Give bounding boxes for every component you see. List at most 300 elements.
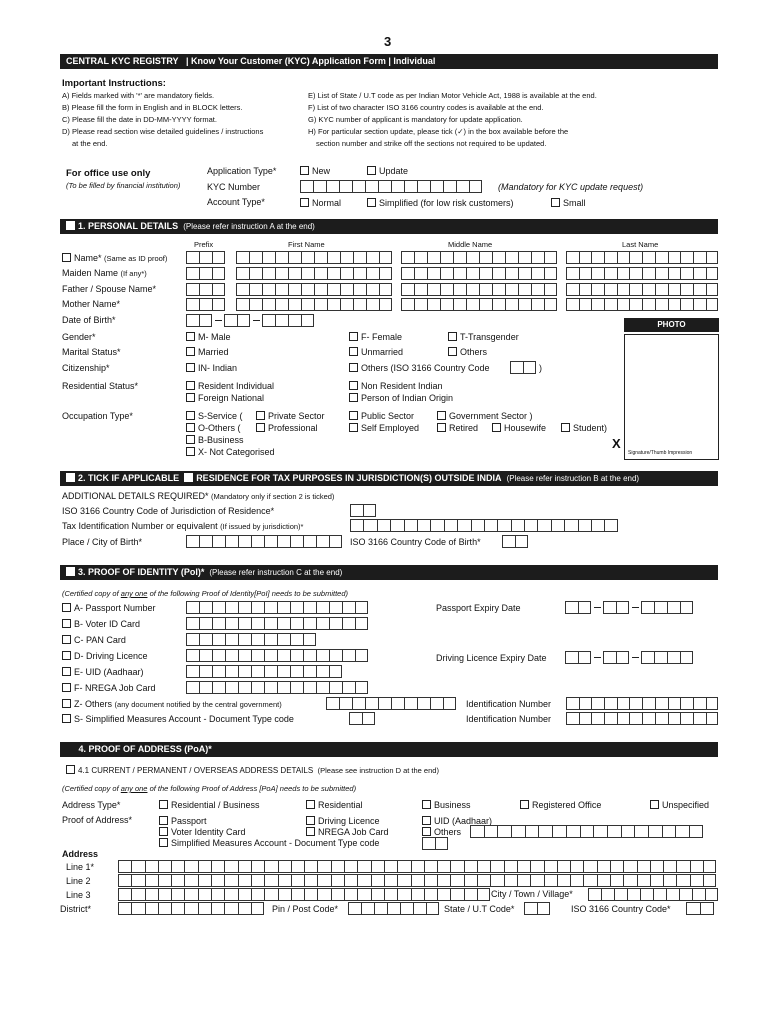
photo-header: PHOTO xyxy=(624,318,719,332)
addr-registered[interactable] xyxy=(520,800,601,810)
checkbox[interactable] xyxy=(448,347,457,356)
iso-birth-boxes[interactable] xyxy=(502,535,528,548)
section4-bar xyxy=(60,742,718,757)
checkbox[interactable] xyxy=(300,166,309,175)
small-label: Small xyxy=(563,198,586,208)
occ-retired[interactable] xyxy=(437,423,478,433)
gender-male[interactable] xyxy=(186,332,231,342)
checkbox[interactable] xyxy=(650,800,659,809)
self-employed-text: Self Employed xyxy=(361,423,420,433)
pan-boxes[interactable] xyxy=(186,633,316,646)
registry-title: CENTRAL KYC REGISTRY xyxy=(66,56,179,66)
additional-text: ADDITIONAL DETAILS REQUIRED* xyxy=(62,491,209,501)
poi-voter[interactable] xyxy=(62,619,140,629)
first-name-boxes[interactable] xyxy=(236,283,392,296)
section3-checkbox[interactable] xyxy=(66,567,75,576)
citizenship-label: Citizenship* xyxy=(62,363,110,373)
nrega-text: F- NREGA Job Card xyxy=(74,683,156,693)
instruction-h: H) For particular section update, please tick (✓) in the box available before the xyxy=(308,127,569,136)
first-name-boxes[interactable] xyxy=(236,267,392,280)
additional-details xyxy=(62,491,334,501)
app-type-new[interactable] xyxy=(300,166,330,176)
res-foreign[interactable] xyxy=(186,393,264,403)
indian-text: IN- Indian xyxy=(198,363,238,373)
occ-not-categorised[interactable] xyxy=(186,447,275,457)
occupation-label: Occupation Type* xyxy=(62,411,133,421)
poi-uid[interactable] xyxy=(62,667,144,677)
current-text: 4.1 CURRENT / PERMANENT / OVERSEAS ADDRESS DETAILS xyxy=(78,766,314,775)
checkbox[interactable] xyxy=(437,423,446,432)
unmarried-text: Unmarried xyxy=(361,347,404,357)
retired-text: Retired xyxy=(449,423,479,433)
form-header-bar xyxy=(60,54,718,69)
married-text: Married xyxy=(198,347,229,357)
section1-title: 1. PERSONAL DETAILS xyxy=(78,221,179,231)
dl-expiry-dd[interactable] xyxy=(565,651,591,664)
unspecified-text: Unspecified xyxy=(662,800,710,810)
address-heading: Address xyxy=(62,849,99,859)
certified-b: of the following Proof of Address [PoA] needs to be submitted) xyxy=(147,784,357,793)
marital-unmarried[interactable] xyxy=(349,347,403,357)
iso-country-label: ISO 3166 Country Code* xyxy=(571,904,671,914)
passport-expiry-mm[interactable] xyxy=(603,601,629,614)
pin-boxes[interactable] xyxy=(348,902,439,915)
tin-boxes[interactable] xyxy=(350,519,618,532)
poa-others-boxes[interactable] xyxy=(470,825,703,838)
state-boxes[interactable] xyxy=(524,902,550,915)
checkbox[interactable] xyxy=(256,411,265,420)
dob-day[interactable] xyxy=(186,314,212,327)
address-line3-boxes[interactable] xyxy=(118,888,490,901)
checkbox[interactable] xyxy=(186,381,195,390)
checkbox[interactable] xyxy=(349,381,358,390)
tin-label xyxy=(62,521,303,531)
state-label: State / U.T Code* xyxy=(444,904,515,914)
last-name-boxes[interactable] xyxy=(566,251,718,264)
checkbox[interactable] xyxy=(159,800,168,809)
checkbox[interactable] xyxy=(349,332,358,341)
checkbox[interactable] xyxy=(349,363,358,372)
checkbox[interactable] xyxy=(349,347,358,356)
uid-text: E- UID (Aadhaar) xyxy=(74,667,144,677)
last-name-boxes[interactable] xyxy=(566,298,718,311)
section1-note: (Please refer instruction A at the end) xyxy=(183,222,315,231)
checkbox[interactable] xyxy=(551,198,560,207)
section2-checkbox[interactable] xyxy=(66,473,75,482)
instruction-d-cont: at the end. xyxy=(72,139,108,148)
certified-a: (Certified copy of xyxy=(62,589,121,598)
poa-passport[interactable] xyxy=(159,816,207,826)
city-label: City / Town / Village* xyxy=(491,889,573,899)
office-use-subtitle: (To be filled by financial institution) xyxy=(66,181,181,190)
checkbox[interactable] xyxy=(492,423,501,432)
dl-expiry-yyyy[interactable] xyxy=(641,651,693,664)
dl-expiry-mm[interactable] xyxy=(603,651,629,664)
checkbox[interactable] xyxy=(62,603,71,612)
poa-voter[interactable] xyxy=(159,827,246,837)
normal-label: Normal xyxy=(312,198,342,208)
section1-checkbox[interactable] xyxy=(66,221,75,230)
poi-simplified-boxes[interactable] xyxy=(349,712,375,725)
checkbox[interactable] xyxy=(256,423,265,432)
col-first-name: First Name xyxy=(288,240,325,249)
prefix-boxes[interactable] xyxy=(186,298,225,311)
maiden-note: (If any*) xyxy=(120,269,147,278)
id-number-boxes-2[interactable] xyxy=(566,712,718,725)
kyc-number-boxes[interactable] xyxy=(300,180,482,193)
poi-dl[interactable] xyxy=(62,651,148,661)
dob-month[interactable] xyxy=(224,314,250,327)
address-line2-boxes[interactable] xyxy=(118,874,716,887)
business-text: B-Business xyxy=(198,435,244,445)
checkbox[interactable] xyxy=(520,800,529,809)
district-boxes[interactable] xyxy=(118,902,264,915)
checkbox[interactable] xyxy=(349,393,358,402)
nrega-text: NREGA Job Card xyxy=(318,827,389,837)
checkbox[interactable] xyxy=(306,800,315,809)
update-label: Update xyxy=(379,166,409,176)
iso-jurisdiction-boxes[interactable] xyxy=(350,504,376,517)
professional-text: Professional xyxy=(268,423,318,433)
checkbox[interactable] xyxy=(186,423,195,432)
poa-certified-note xyxy=(62,784,356,793)
passport-text: Passport xyxy=(171,816,207,826)
dash xyxy=(632,607,639,608)
citizen-others[interactable] xyxy=(349,363,490,373)
section4-title: 4. PROOF OF ADDRESS (PoA)* xyxy=(78,744,212,754)
section3-title: 3. PROOF OF IDENTITY (PoI)* xyxy=(78,567,205,577)
dash xyxy=(594,607,601,608)
instructions-heading: Important Instructions: xyxy=(62,78,166,89)
checkbox[interactable] xyxy=(159,827,168,836)
dl-text: Driving Licence xyxy=(318,816,380,826)
checkbox[interactable] xyxy=(561,423,570,432)
current-note: (Please see instruction D at the end) xyxy=(317,766,439,775)
poa-others[interactable] xyxy=(422,827,461,837)
others-text: Others xyxy=(460,347,488,357)
checkbox[interactable] xyxy=(367,198,376,207)
new-label: New xyxy=(312,166,331,176)
current-address-heading xyxy=(66,765,439,775)
occ-public[interactable] xyxy=(349,411,414,421)
account-normal[interactable] xyxy=(300,198,341,208)
middle-name-boxes[interactable] xyxy=(401,283,557,296)
middle-name-boxes[interactable] xyxy=(401,251,557,264)
occ-housewife[interactable] xyxy=(492,423,546,433)
certified-a: (Certified copy of xyxy=(62,784,121,793)
prefix-boxes[interactable] xyxy=(186,267,225,280)
res-nri[interactable] xyxy=(349,381,443,391)
checkbox[interactable] xyxy=(300,198,309,207)
student-text: Student) xyxy=(573,423,608,433)
section3-bar xyxy=(60,565,718,580)
poi-nrega[interactable] xyxy=(62,683,156,693)
passport-expiry-dd[interactable] xyxy=(565,601,591,614)
res-business-text: Residential / Business xyxy=(171,800,260,810)
checkbox[interactable] xyxy=(66,765,75,774)
res-pio[interactable] xyxy=(349,393,453,403)
occ-student[interactable] xyxy=(561,423,607,433)
female-text: F- Female xyxy=(361,332,403,342)
office-use-title: For office use only xyxy=(66,168,151,179)
app-type-update[interactable] xyxy=(367,166,408,176)
checkbox[interactable] xyxy=(159,816,168,825)
instruction-b: B) Please fill the form in English and in BLOCK letters. xyxy=(62,103,243,112)
iso-country-boxes[interactable] xyxy=(686,902,714,915)
dl-text: D- Driving Licence xyxy=(74,651,148,661)
poi-certified-note xyxy=(62,589,348,598)
dl-expiry-label: Driving Licence Expiry Date xyxy=(436,653,547,663)
checkbox[interactable] xyxy=(306,816,315,825)
nri-text: Non Resident Indian xyxy=(361,381,443,391)
application-type-label: Application Type* xyxy=(207,166,277,176)
col-prefix: Prefix xyxy=(194,240,214,249)
checkbox[interactable] xyxy=(62,714,71,723)
resident-text: Resident Individual xyxy=(198,381,275,391)
account-small[interactable] xyxy=(551,198,586,208)
occ-service[interactable] xyxy=(186,411,243,421)
instruction-g: G) KYC number of applicant is mandatory for update application. xyxy=(308,115,523,124)
registered-text: Registered Office xyxy=(532,800,602,810)
marital-label: Marital Status* xyxy=(62,347,121,357)
middle-name-boxes[interactable] xyxy=(401,267,557,280)
others-text: Others xyxy=(434,827,462,837)
pan-text: C- PAN Card xyxy=(74,635,126,645)
simplified-label: Simplified (for low risk customers) xyxy=(379,198,514,208)
checkbox[interactable] xyxy=(437,411,446,420)
simplified-text: S- Simplified Measures Account - Document Type code xyxy=(74,714,294,724)
section2-title: 2. TICK IF APPLICABLE xyxy=(78,473,180,483)
foreign-text: Foreign National xyxy=(198,393,265,403)
checkbox[interactable] xyxy=(422,827,431,836)
occ-business[interactable] xyxy=(186,435,244,445)
place-birth-boxes[interactable] xyxy=(186,535,342,548)
proof-address-label: Proof of Address* xyxy=(62,815,133,825)
checkbox[interactable] xyxy=(62,253,71,262)
addr-residential[interactable] xyxy=(306,800,363,810)
instruction-e: E) List of State / U.T code as per Indian Motor Vehicle Act, 1988 is available at the end. xyxy=(308,91,597,100)
citizen-iso-boxes[interactable] xyxy=(510,361,536,374)
checkbox[interactable] xyxy=(62,619,71,628)
section2-title2: RESIDENCE FOR TAX PURPOSES IN JURISDICTION(S) OUTSIDE INDIA xyxy=(196,473,502,483)
checkbox[interactable] xyxy=(186,411,195,420)
private-text: Private Sector xyxy=(268,411,325,421)
checkbox[interactable] xyxy=(186,347,195,356)
others-text: Z- Others xyxy=(74,699,113,709)
close-paren: ) xyxy=(539,363,542,373)
kyc-note: (Mandatory for KYC update request) xyxy=(498,182,644,192)
id-number-boxes-1[interactable] xyxy=(566,697,718,710)
certified-any: any one xyxy=(120,784,148,793)
addr-res-business[interactable] xyxy=(159,800,260,810)
photo-box[interactable] xyxy=(624,334,719,460)
dash xyxy=(253,320,260,321)
last-name-boxes[interactable] xyxy=(566,283,718,296)
occ-govt[interactable] xyxy=(437,411,533,421)
checkbox[interactable] xyxy=(186,363,195,372)
others-note: (any document notified by the central government) xyxy=(114,700,282,709)
checkbox[interactable] xyxy=(186,435,195,444)
line2-label: Line 2 xyxy=(66,876,91,886)
checkbox[interactable] xyxy=(422,816,431,825)
address-type-label: Address Type* xyxy=(62,800,121,810)
maiden-label xyxy=(62,268,147,278)
section1-bar xyxy=(60,219,718,234)
id-number-label-2: Identification Number xyxy=(466,714,552,724)
pin-label: Pin / Post Code* xyxy=(272,904,339,914)
section2-bar xyxy=(60,471,718,486)
instruction-a: A) Fields marked with '*' are mandatory fields. xyxy=(62,91,215,100)
passport-expiry-label: Passport Expiry Date xyxy=(436,603,521,613)
dash xyxy=(215,320,222,321)
name-note: (Same as ID proof) xyxy=(104,254,168,263)
citizen-indian[interactable] xyxy=(186,363,237,373)
checkbox[interactable] xyxy=(349,423,358,432)
o-others-text: O-Others ( xyxy=(198,423,241,433)
prefix-boxes[interactable] xyxy=(186,283,225,296)
checkbox[interactable] xyxy=(62,667,71,676)
checkbox[interactable] xyxy=(186,447,195,456)
signature-label: Signature/Thumb Impression xyxy=(628,450,693,456)
col-last-name: Last Name xyxy=(622,240,659,249)
checkbox[interactable] xyxy=(159,838,168,847)
certified-b: of the following Proof of Identity[PoI] needs to be submitted) xyxy=(147,589,349,598)
occ-professional[interactable] xyxy=(256,423,318,433)
mother-label: Mother Name* xyxy=(62,299,121,309)
middle-name-boxes[interactable] xyxy=(401,298,557,311)
pio-text: Person of Indian Origin xyxy=(361,393,454,403)
checkbox[interactable] xyxy=(62,699,71,708)
tin-text: Tax Identification Number or equivalent xyxy=(62,521,218,531)
male-text: M- Male xyxy=(198,332,231,342)
tin-note: (If issued by jurisdiction)* xyxy=(220,522,304,531)
district-label: District* xyxy=(60,904,91,914)
gender-label: Gender* xyxy=(62,332,96,342)
instruction-c: C) Please fill the date in DD-MM-YYYY format. xyxy=(62,115,217,124)
prefix-boxes[interactable] xyxy=(186,251,225,264)
line1-label: Line 1* xyxy=(66,862,95,872)
dob-label: Date of Birth* xyxy=(62,315,116,325)
voter-text: B- Voter ID Card xyxy=(74,619,141,629)
first-name-boxes[interactable] xyxy=(236,298,392,311)
poi-pan[interactable] xyxy=(62,635,126,645)
checkbox[interactable] xyxy=(62,683,71,692)
maiden-text: Maiden Name xyxy=(62,268,119,278)
checkbox[interactable] xyxy=(186,332,195,341)
poi-simplified[interactable] xyxy=(62,714,294,724)
voter-id-boxes[interactable] xyxy=(186,617,368,630)
gender-transgender[interactable] xyxy=(448,332,519,342)
checkbox[interactable] xyxy=(422,800,431,809)
uid-text: UID (Aadhaar) xyxy=(434,816,493,826)
signature-x-mark: X xyxy=(612,436,621,451)
instruction-d: D) Please read section wise detailed guidelines / instructions xyxy=(62,127,264,136)
dash xyxy=(632,657,639,658)
checkbox[interactable] xyxy=(62,651,71,660)
city-boxes[interactable] xyxy=(588,888,718,901)
poa-dl[interactable] xyxy=(306,816,380,826)
poi-others[interactable] xyxy=(62,699,282,709)
res-resident[interactable] xyxy=(186,381,274,391)
iso-birth-label: ISO 3166 Country Code of Birth* xyxy=(350,537,481,547)
certified-any: any one xyxy=(120,589,148,598)
place-birth-label: Place / City of Birth* xyxy=(62,537,143,547)
passport-text: A- Passport Number xyxy=(74,603,156,613)
nrega-boxes[interactable] xyxy=(186,681,368,694)
checkbox[interactable] xyxy=(367,166,376,175)
public-text: Public Sector xyxy=(361,411,415,421)
checkbox[interactable] xyxy=(186,393,195,402)
residential-text: Residential xyxy=(318,800,363,810)
others-iso-text: Others (ISO 3166 Country Code xyxy=(361,363,490,373)
dash xyxy=(594,657,601,658)
dl-number-boxes[interactable] xyxy=(186,649,368,662)
service-text: S-Service ( xyxy=(198,411,243,421)
additional-note: (Mandatory only if section 2 is ticked) xyxy=(211,492,335,501)
id-number-label-1: Identification Number xyxy=(466,699,552,709)
transgender-text: T-Transgender xyxy=(460,332,519,342)
checkbox[interactable] xyxy=(62,635,71,644)
address-line1-boxes[interactable] xyxy=(118,860,716,873)
col-middle-name: Middle Name xyxy=(448,240,493,249)
checkbox[interactable] xyxy=(349,411,358,420)
instruction-h-cont: section number and strike off the sections not required to be updated. xyxy=(316,139,547,148)
others-doc-boxes[interactable] xyxy=(326,697,456,710)
passport-number-boxes[interactable] xyxy=(186,601,368,614)
line3-label: Line 3 xyxy=(66,890,91,900)
iso-jurisdiction-label: ISO 3166 Country Code of Jurisdiction of Residence* xyxy=(62,506,275,516)
voter-text: Voter Identity Card xyxy=(171,827,246,837)
poi-passport[interactable] xyxy=(62,603,156,613)
not-cat-text: X- Not Categorised xyxy=(198,447,275,457)
govt-text: Government Sector ) xyxy=(449,411,533,421)
occ-self-employed[interactable] xyxy=(349,423,419,433)
gender-female[interactable] xyxy=(349,332,402,342)
addr-unspecified[interactable] xyxy=(650,800,709,810)
marital-married[interactable] xyxy=(186,347,229,357)
poa-simplified[interactable] xyxy=(159,838,379,848)
passport-expiry-yyyy[interactable] xyxy=(641,601,693,614)
account-simplified[interactable] xyxy=(367,198,514,208)
page-number: 3 xyxy=(384,34,392,49)
marital-others[interactable] xyxy=(448,347,487,357)
section2-residence-checkbox[interactable] xyxy=(184,473,193,482)
account-type-label: Account Type* xyxy=(207,197,265,207)
addr-business[interactable] xyxy=(422,800,471,810)
business-text: Business xyxy=(434,800,471,810)
instruction-f: F) List of two character ISO 3166 country codes is available at the end. xyxy=(308,103,544,112)
simplified-text: Simplified Measures Account - Document Type code xyxy=(171,838,380,848)
father-label: Father / Spouse Name* xyxy=(62,284,157,294)
housewife-text: Housewife xyxy=(504,423,547,433)
kyc-number-label: KYC Number xyxy=(207,182,261,192)
name-label xyxy=(62,253,167,263)
first-name-boxes[interactable] xyxy=(236,251,392,264)
uid-boxes[interactable] xyxy=(186,665,342,678)
section2-note: (Please refer instruction B at the end) xyxy=(506,474,640,483)
occ-others[interactable] xyxy=(186,423,241,433)
poa-nrega[interactable] xyxy=(306,827,389,837)
dob-year[interactable] xyxy=(262,314,314,327)
checkbox[interactable] xyxy=(448,332,457,341)
poa-simplified-boxes[interactable] xyxy=(422,837,448,850)
residential-label: Residential Status* xyxy=(62,381,139,391)
section3-note: (Please refer instruction C at the end) xyxy=(209,568,343,577)
last-name-boxes[interactable] xyxy=(566,267,718,280)
occ-private[interactable] xyxy=(256,411,325,421)
checkbox[interactable] xyxy=(306,827,315,836)
form-subtitle: | Know Your Customer (KYC) Application Form | Individual xyxy=(186,56,436,66)
